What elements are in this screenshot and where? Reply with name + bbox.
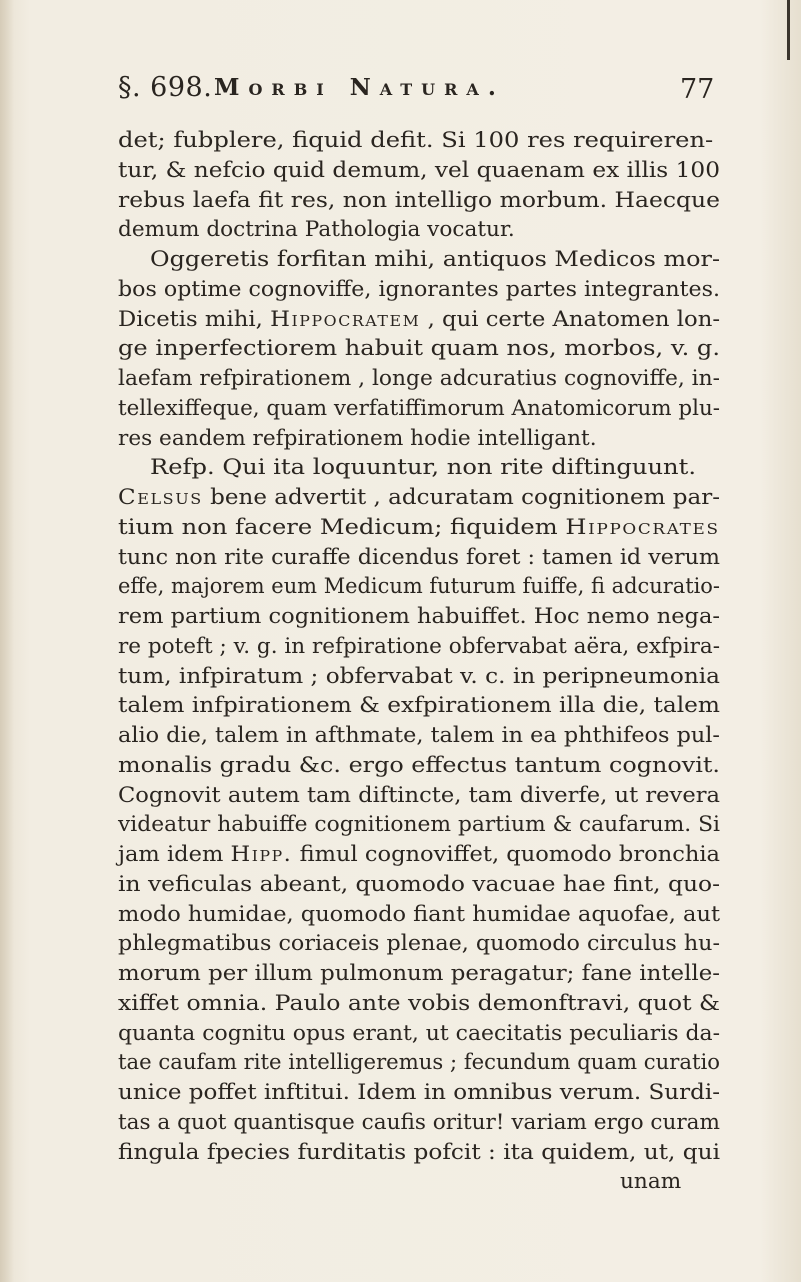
spine-shadow [0,0,14,1282]
text-run: bene advertit , adcuratam cognitionem par- [202,485,721,510]
text-line: xiffet omnia. Paulo ante vobis demonftravi, quot & [118,990,721,1016]
text-line: modo humidae, quomodo fiant humidae aquofae, aut [118,901,720,927]
small-caps-name: Hipp. [230,842,293,867]
text-line: Cognovit autem tam diftincte, tam diverfe, ut revera [118,782,720,808]
text-line [118,306,721,332]
text-line: morum per illum pulmonum peragatur; fane intelle- [118,961,720,986]
text-line: monalis gradu &c. ergo effectus tantum cognovit. [118,752,720,778]
page-edge-mark [787,0,790,60]
text-line: unice poffet inftitui. Idem in omnibus verum. Surdi- [118,1080,720,1105]
text-run: tium non facere Medicum; fiquidem [118,514,566,540]
running-title: Morbi Natura. [214,74,505,101]
text-run: fimul cognoviffet, quomodo bronchia [292,842,721,867]
text-line: in veficulas abeant, quomodo vacuae hae fint, quo- [118,871,720,897]
text-line: effe, majorem eum Medicum futurum fuiffe, fi adcuratio- [118,574,720,600]
text-line: Refp. Qui ita loquuntur, non rite diftinguunt. [150,455,697,481]
section-number: §. 698. [118,72,213,103]
text-line: det; fubplere, fiquid defit. Si 100 res requireren- [118,128,714,153]
text-line: videatur habuiffe cognitionem partium & caufarum. Si [118,812,720,838]
text-line: bos optime cognoviffe, ignorantes partes integrantes. [118,276,720,302]
text-line: laefam refpirationem , longe adcuratius cognoviffe, in- [118,366,720,391]
text-line [118,844,720,866]
text-line: tas a quot quantisque caufis oritur! variam ergo curam [118,1109,720,1135]
text-line: quanta cognitu opus erant, ut caecitatis peculiaris da- [118,1020,721,1046]
text-line: ge inperfectiorem habuit quam nos, morbos, v. g. [118,336,721,362]
text-line [118,514,720,540]
text-line: fingula fpecies furditatis pofcit : ita quidem, ut, qui [118,1139,720,1165]
text-line: talem infpirationem & exfpirationem illa die, talem [118,693,720,719]
text-line: tae caufam rite intelligeremus ; fecundum quam curatio [118,1050,720,1076]
text-line: unam [620,1169,682,1195]
text-line: re poteft ; v. g. in refpiratione obfervabat aëra, exfpira- [118,633,721,659]
small-caps-name: Hippocratem [270,306,421,332]
text-line: demum doctrina Pathologia vocatur. [118,217,515,243]
text-line: rem partium cognitionem habuiffet. Hoc nemo nega- [118,604,721,629]
text-line: tur, & nefcio quid demum, vel quaenam ex illis 100 [118,157,720,183]
page-header [118,72,718,112]
text-line: alio die, talem in afthmate, talem in ea phthifeos pul- [118,723,720,748]
text-line: tunc non rite curaffe dicendus foret : tamen id verum [118,544,720,570]
text-line: tellexiffeque, quam verfatiffimorum Anatomicorum plu- [118,395,721,421]
text-line: res eandem refpirationem hodie intelligant. [118,425,597,451]
text-run: jam idem [118,842,231,867]
small-caps-name: Celsus [118,485,203,510]
text-run: Dicetis mihi, [118,306,271,332]
text-line: tum, infpiratum ; obfervabat v. c. in peripneumonia [118,663,720,689]
text-line [118,487,720,509]
text-line: phlegmatibus coriaceis plenae, quomodo circulus hu- [118,931,721,957]
text-run: , qui certe Anatomen lon- [420,306,721,332]
text-line: Oggeretis forfitan mihi, antiquos Medicos mor- [150,247,721,272]
small-caps-name: Hippocrates [565,514,720,540]
page-number: 77 [680,74,715,105]
text-line: rebus laefa fit res, non intelligo morbum. Haecque [118,187,720,213]
